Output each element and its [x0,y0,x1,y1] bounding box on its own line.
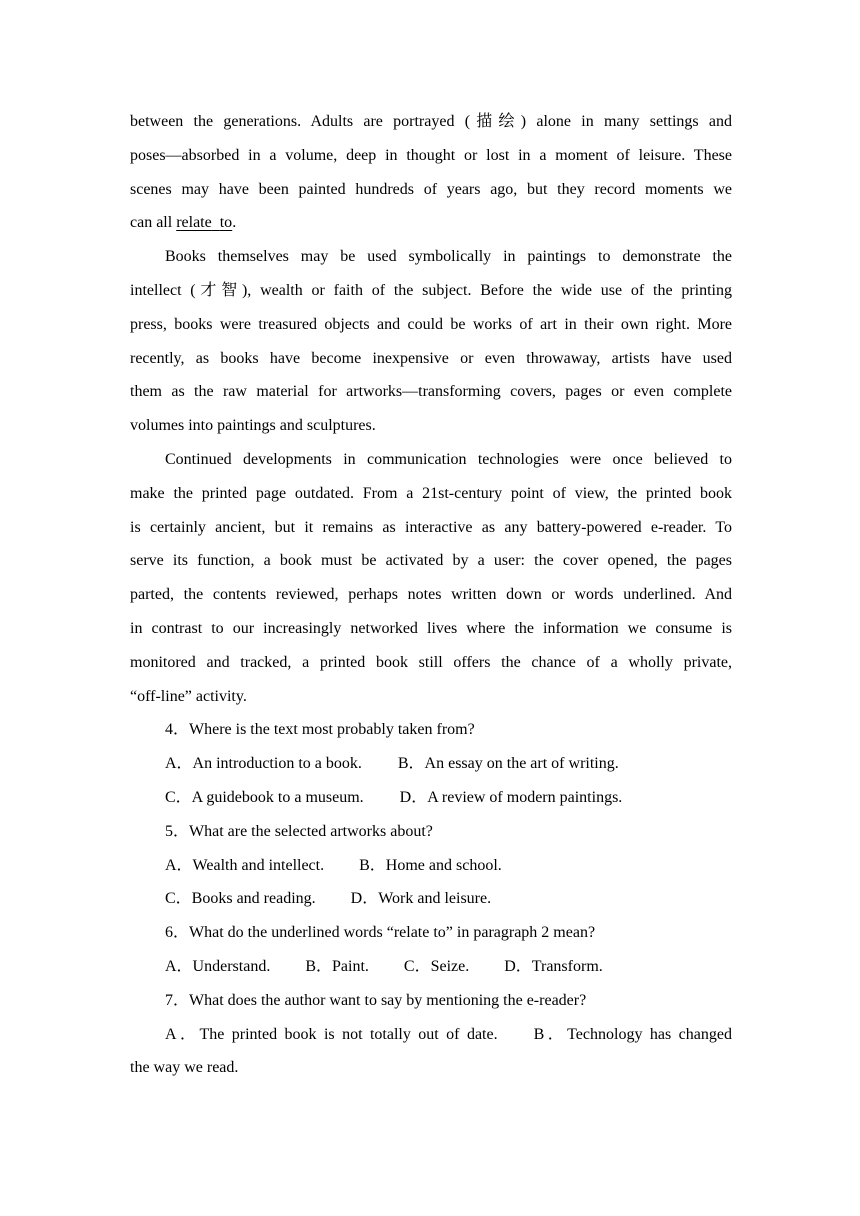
question-7 [130,984,732,1085]
paragraph-line: monitored and tracked, a printed book still offers the chance of a wholly private, [130,653,732,671]
option-b: B．An essay on the art of writing. [397,755,619,773]
paragraph-line: Continued developments in communication technologies were once believed to [165,450,732,468]
paragraph-3 [130,443,732,713]
option-c: C．Books and reading. [165,890,316,908]
option-a: A．Wealth and intellect. [165,856,325,874]
option-line [130,1018,732,1052]
paragraph-line: poses—absorbed in a volume, deep in thought or lost in a moment of leisure. These [130,146,732,164]
question-6 [130,916,732,984]
question-4 [130,713,732,814]
paragraph-line: make the printed page outdated. From a 21st-century point of view, the printed book [130,484,732,502]
question-5 [130,815,732,916]
paragraph-line: Books themselves may be used symbolically in paintings to demonstrate the [165,248,732,266]
paragraph-line: serve its function, a book must be activated by a user: the cover opened, the pages [130,552,732,570]
paragraph-line: press, books were treasured objects and could be works of art in their own right. More [130,315,732,333]
option-row [130,1018,732,1086]
underlined-phrase-relate: relate [176,214,212,232]
paragraph-2 [130,240,732,443]
option-row [130,781,732,815]
underlined-space [212,214,220,231]
paragraph-line: between the generations. Adults are portrayed (描绘) alone in many settings and [130,113,732,130]
paragraph-line: scenes may have been painted hundreds of years ago, but they record moments we [130,180,732,198]
option-a: A．Understand. [165,957,271,975]
question-stem: 5．What are the selected artworks about? [165,822,433,840]
paragraph-line: volumes into paintings and sculptures. [130,417,376,435]
text-fragment: can all [130,214,177,232]
option-d: D．Work and leisure. [350,890,492,908]
option-c: C．A guidebook to a museum. [165,788,364,806]
option-a: A．An introduction to a book. [165,755,362,773]
underlined-phrase-to: to [219,214,233,232]
paragraph-line: parted, the contents reviewed, perhaps notes written down or words underlined. And [130,586,732,604]
question-stem: 4．Where is the text most probably taken from? [165,721,475,739]
question-stem: 7．What does the author want to say by mentioning the e-reader? [165,991,587,1009]
option-row [130,950,732,984]
option-d: D．A review of modern paintings. [399,788,623,806]
option-b-continuation: the way we read. [130,1059,239,1077]
paragraph-line [130,206,732,240]
paragraph-1 [130,105,732,240]
document-page [130,105,732,1085]
option-c: C．Seize. [403,957,470,975]
paragraph-line: recently, as books have become inexpensive or even throwaway, artists have used [130,349,732,367]
option-b: B．Paint. [305,957,369,975]
option-a: A．The printed book is not totally out of date. [165,1025,498,1043]
paragraph-line: intellect (才智), wealth or faith of the subject. Before the wide use of the printing [130,281,732,299]
paragraph-line: in contrast to our increasingly networked lives where the information we consume is [130,619,732,637]
question-stem: 6．What do the underlined words “relate to” in paragraph 2 mean? [165,924,596,942]
option-d: D．Transform. [504,957,603,975]
paragraph-line: them as the raw material for artworks—transforming covers, pages or even complete [130,383,732,401]
text-fragment: . [232,214,237,232]
paragraph-line: is certainly ancient, but it remains as interactive as any battery-powered e-reader. To [130,518,732,536]
option-row [130,882,732,916]
option-row [130,747,732,781]
option-b: B．Home and school. [359,856,502,874]
option-row [130,849,732,883]
paragraph-line: “off-line” activity. [130,687,247,705]
option-b: B．Technology has changed [533,1025,732,1043]
